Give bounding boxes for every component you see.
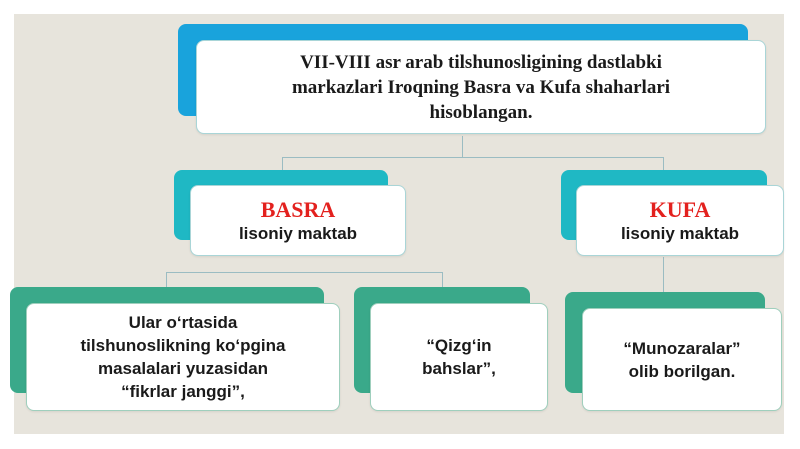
basra-child-2	[370, 303, 548, 411]
connector-basra-horizontal	[166, 272, 442, 273]
kufa-child-line-2: olib borilgan.	[628, 361, 736, 381]
connector-root-horizontal	[282, 157, 664, 158]
kufa-child	[582, 308, 782, 411]
root-text-line-3: hisoblangan.	[429, 101, 533, 123]
root-text-line-2: markazlari Iroqning Basra va Kufa shaharlari	[291, 76, 671, 98]
kufa-subtitle: lisoniy maktab	[620, 224, 740, 243]
basra-child-1-line-2: tilshunoslikning ko‘pgina	[80, 336, 286, 355]
connector-kufa-child	[663, 257, 664, 293]
connector-to-basra	[282, 157, 283, 171]
connector-basra-child1	[166, 272, 167, 288]
basra-child-1	[26, 303, 340, 411]
kufa-child-line-1: “Munozaralar”	[623, 338, 741, 358]
connector-basra-child2	[442, 272, 443, 288]
basra-child-1-line-1: Ular o‘rtasida	[128, 313, 238, 332]
connector-root-down	[462, 136, 463, 157]
basra-child-1-line-3: masalalari yuzasidan	[97, 359, 269, 378]
root-text-line-1: VII-VIII asr arab tilshunosligining dastlabki	[300, 51, 662, 73]
basra-title: BASRA	[260, 197, 336, 222]
basra-child-1-line-4: “fikrlar janggi”,	[121, 382, 245, 401]
basra-subtitle: lisoniy maktab	[238, 224, 358, 243]
kufa-title: KUFA	[649, 197, 711, 222]
connector-to-kufa	[663, 157, 664, 171]
kufa-node	[576, 185, 784, 256]
basra-node	[190, 185, 406, 256]
basra-child-2-line-2: bahslar”,	[422, 359, 496, 378]
root-node	[196, 40, 766, 134]
basra-child-2-line-1: “Qizg‘in	[426, 336, 492, 355]
